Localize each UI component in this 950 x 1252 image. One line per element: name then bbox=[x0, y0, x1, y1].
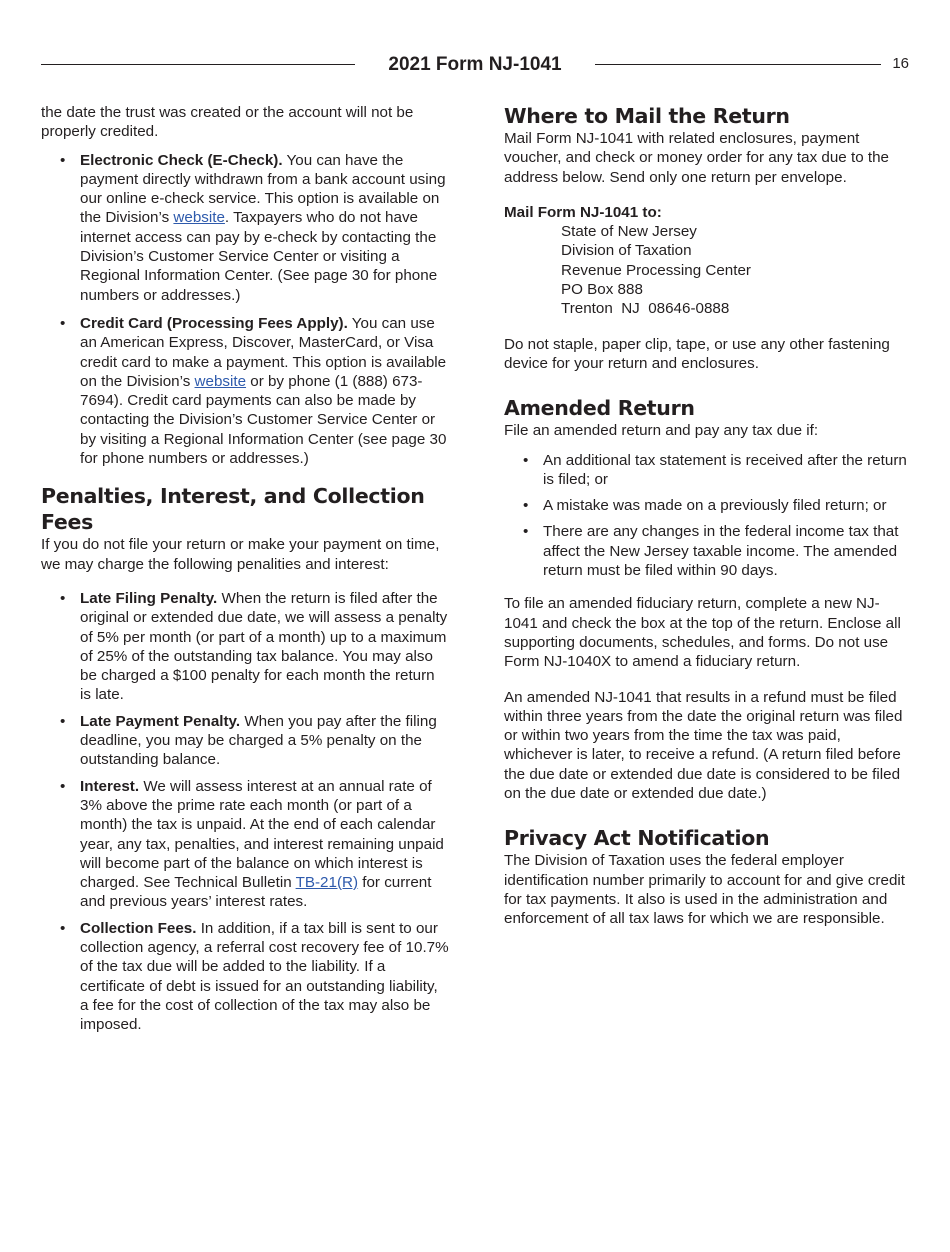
amended-paragraph: To file an amended fiduciary return, complete a new NJ-1041 and check the box at the top of the return. Enclose all supporting documents, schedules, and forms. Do not use Form NJ-1040X to amend a fiduciary return. bbox=[504, 595, 901, 671]
section-heading-penalties: Penalties, Interest, and Collection Fees bbox=[41, 484, 425, 535]
item-lead: Electronic Check (E-Check). bbox=[80, 151, 283, 169]
bullet-icon: • bbox=[60, 919, 66, 937]
item-text: An additional tax statement is received after the return is filed; or bbox=[543, 451, 907, 488]
list-item-late-filing bbox=[41, 589, 449, 705]
bullet-icon: • bbox=[523, 523, 529, 541]
bullet-icon: • bbox=[60, 314, 66, 332]
section-heading-mail: Where to Mail the Return bbox=[504, 104, 790, 128]
address-line: Division of Taxation bbox=[561, 242, 692, 260]
item-text: You can use an American Express, Discover, MasterCard, or Visa credit card to make a payment. This option is available on the Division’s bbox=[80, 314, 447, 390]
list-item-collection-fees bbox=[41, 919, 449, 1035]
list-item bbox=[504, 522, 912, 580]
list-item-credit-card bbox=[41, 314, 449, 468]
item-lead: Credit Card (Processing Fees Apply). bbox=[80, 314, 348, 332]
payment-options-list bbox=[41, 151, 449, 469]
right-column bbox=[504, 103, 912, 929]
penalties-list bbox=[41, 589, 449, 1035]
header-rule-left bbox=[41, 64, 355, 65]
bullet-icon: • bbox=[523, 497, 529, 515]
item-text: or by phone (1 (888) 673-7694). Credit card payments can also be made by contacting the Division’s Customer Service Center or by visiting a Regional Information Center (see page 30 for phone numbers or addresses.) bbox=[80, 372, 447, 468]
website-link[interactable]: website bbox=[194, 372, 247, 390]
page-title: 2021 Form NJ-1041 bbox=[388, 54, 562, 75]
mail-intro: Mail Form NJ-1041 with related enclosures, payment voucher, and check or money order for any tax due to the address below. Send only one return per envelope. bbox=[504, 130, 889, 186]
item-lead: Interest. bbox=[80, 777, 140, 795]
address-line: Trenton NJ 08646-0888 bbox=[561, 300, 730, 318]
item-text: We will assess interest at an annual rate of 3% above the prime rate each month (or part of a month) the tax is unpaid. At the end of each calendar year, any tax, penalties, and interest remaining unpaid will become part of the balance on which interest is charged. See Technical Bulletin bbox=[80, 777, 444, 892]
privacy-paragraph: The Division of Taxation uses the federal employer identification number primarily to account for and give credit for tax payments. It also is used in the administration and enforcement of all tax laws for which we are responsible. bbox=[504, 852, 905, 928]
item-text: . Taxpayers who do not have internet access can pay by e-check by contacting the Division’s Customer Service Center or visiting a Regional Information Center. (See page 30 for phone numbers or addresses.) bbox=[80, 209, 438, 304]
amended-refund-paragraph: An amended NJ-1041 that results in a refund must be filed within three years from the date the original return was filed or within two years from the time the tax was paid, whichever is later, to receive a refund. (A return filed before the due date or extended due date is considered to be filed on the due date or extended due date.) bbox=[504, 688, 903, 803]
left-column bbox=[41, 103, 449, 1041]
section-heading-privacy: Privacy Act Notification bbox=[504, 826, 770, 851]
amended-intro: File an amended return and pay any tax due if: bbox=[504, 422, 819, 440]
penalties-intro: If you do not file your return or make your payment on time, we may charge the following penalities and interest: bbox=[41, 536, 440, 573]
list-item-echeck bbox=[41, 151, 449, 305]
item-text: In addition, if a tax bill is sent to our collection agency, a referral cost recovery fee of 10.7% of the tax due will be added to the liability. If a certificate of debt is issued for an outstanding liability, a fee for the cost of collection of the tax may also be imposed. bbox=[80, 919, 449, 1034]
amended-conditions-list bbox=[504, 451, 912, 581]
item-lead: Late Payment Penalty. bbox=[80, 712, 241, 730]
address-line: PO Box 888 bbox=[561, 281, 643, 299]
list-item-interest bbox=[41, 777, 449, 912]
bullet-icon: • bbox=[60, 151, 66, 169]
page-header bbox=[41, 52, 909, 78]
bullet-icon: • bbox=[60, 712, 66, 730]
list-item bbox=[504, 451, 912, 490]
item-text: When you pay after the filing deadline, you may be charged a 5% penalty on the outstanding balance. bbox=[80, 712, 437, 769]
section-heading-amended: Amended Return bbox=[504, 396, 695, 421]
list-item bbox=[504, 496, 912, 515]
item-lead: Late Filing Penalty. bbox=[80, 589, 218, 607]
bullet-icon: • bbox=[60, 777, 66, 795]
item-text: You can have the payment directly withdrawn from a bank account using our online e-check service. This option is available on the Division’s bbox=[80, 151, 446, 227]
address-line: State of New Jersey bbox=[561, 223, 697, 241]
item-lead: Collection Fees. bbox=[80, 919, 197, 937]
mailing-address bbox=[504, 222, 912, 318]
page-number: 16 bbox=[892, 55, 909, 72]
item-text: When the return is filed after the original or extended due date, we will assess a penalty of 5% per month (or part of a month) up to a maximum of 25% of the outstanding tax balance. You may also be charged a $100 penalty for each month the return is late. bbox=[80, 589, 448, 704]
bullet-icon: • bbox=[60, 589, 66, 607]
mail-label: Mail Form NJ-1041 to: bbox=[504, 203, 662, 221]
item-text: for current and previous years’ interest rates. bbox=[80, 874, 432, 911]
item-text: A mistake was made on a previously filed return; or bbox=[543, 497, 887, 515]
tb-21r-link[interactable]: TB-21(R) bbox=[295, 874, 359, 892]
website-link[interactable]: website bbox=[173, 209, 225, 227]
bullet-icon: • bbox=[523, 451, 529, 469]
mail-note: Do not staple, paper clip, tape, or use any other fastening device for your return and enclosures. bbox=[504, 335, 890, 372]
item-text: There are any changes in the federal income tax that affect the New Jersey taxable income. The amended return must be filed within 90 days. bbox=[543, 523, 899, 580]
continued-paragraph: the date the trust was created or the account will not be properly credited. bbox=[41, 104, 414, 141]
list-item-late-payment bbox=[41, 712, 449, 770]
address-line: Revenue Processing Center bbox=[561, 261, 751, 279]
header-rule-right bbox=[595, 64, 881, 65]
